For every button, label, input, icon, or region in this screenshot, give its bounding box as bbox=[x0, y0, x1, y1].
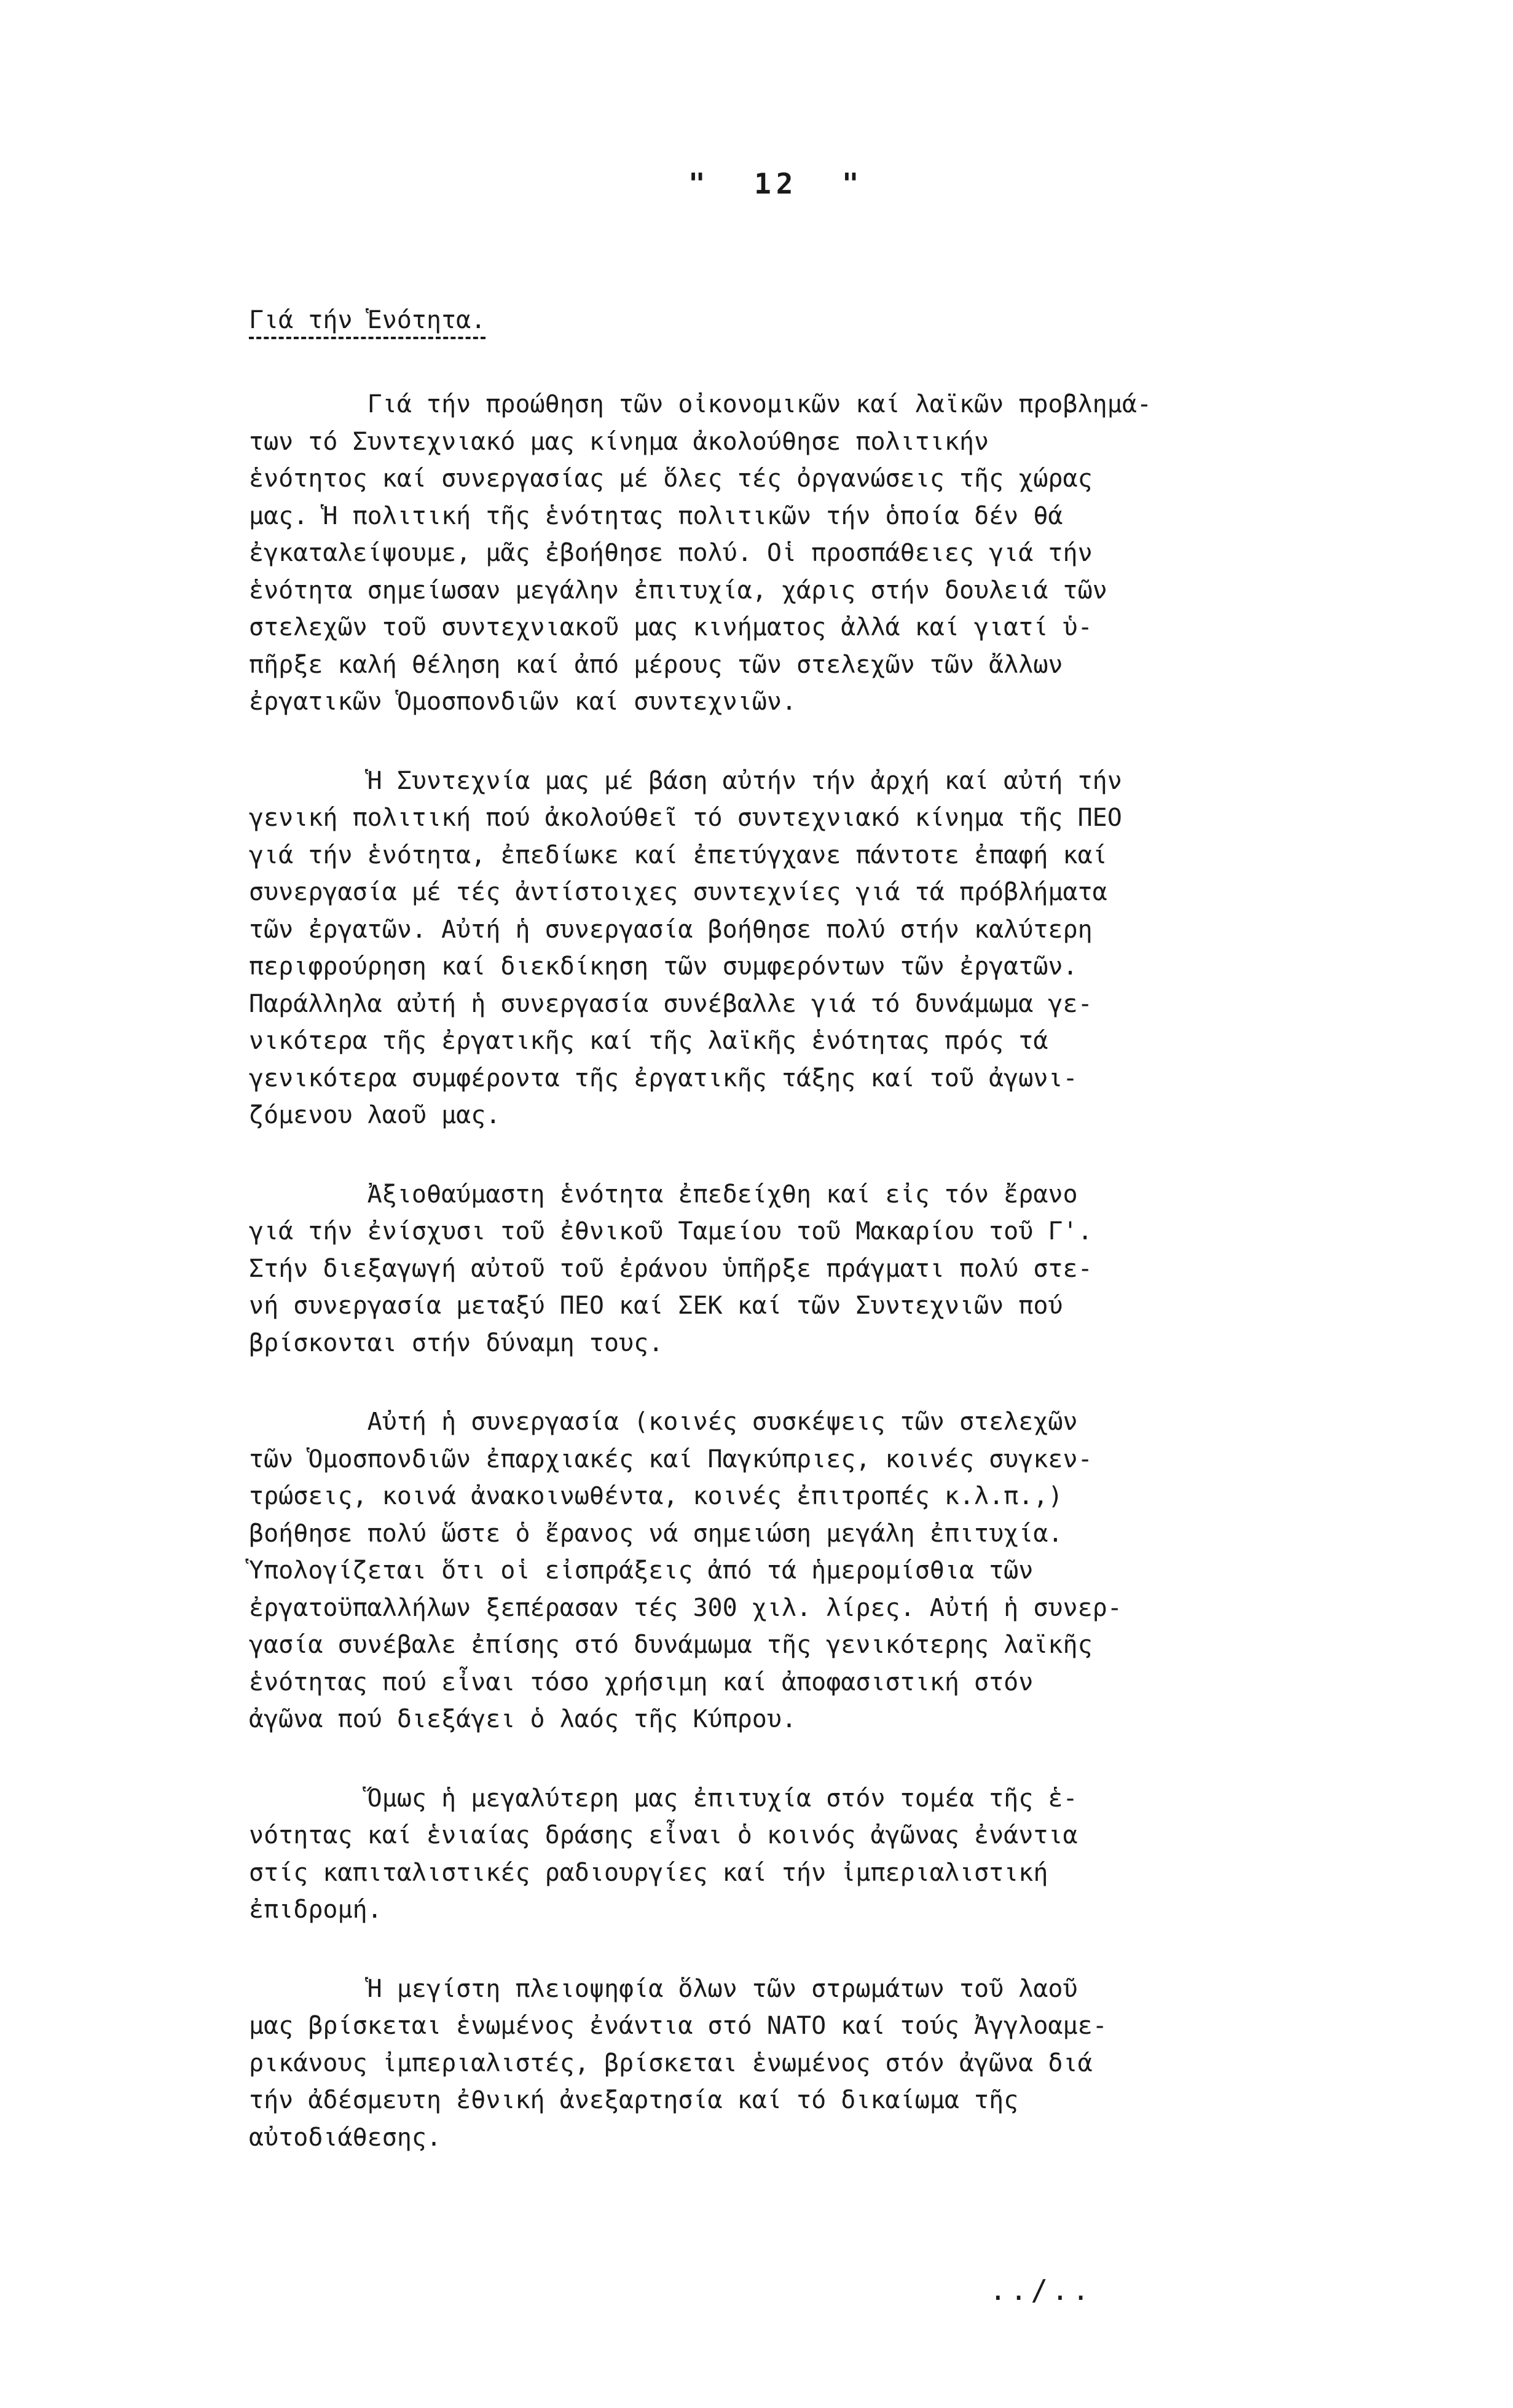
text-line: γιά τήν ἐνίσχυσι τοῦ ἐθνικοῦ Ταμείου τοῦ Μακαρίου τοῦ Γ'. bbox=[249, 1217, 1093, 1245]
section-heading: Γιά τήν Ἑνότητα. bbox=[249, 306, 486, 334]
text-line: Αὐτή ἡ συνεργασία (κοινές συσκέψεις τῶν στελεχῶν bbox=[249, 1408, 1078, 1436]
text-line: Ὑπολογίζεται ὅτι οἱ εἰσπράξεις ἀπό τά ἡμερομίσθια τῶν bbox=[249, 1556, 1034, 1585]
text-line: τῶν Ὁμοσπονδιῶν ἐπαρχιακές καί Παγκύπριες, κοινές συγκεν- bbox=[249, 1445, 1093, 1473]
paragraph-1 bbox=[249, 386, 1373, 721]
text-line: Στήν διεξαγωγή αὐτοῦ τοῦ ἐράνου ὑπῆρξε πράγματι πολύ στε- bbox=[249, 1254, 1093, 1283]
paragraph-4 bbox=[249, 1403, 1373, 1738]
text-line: των τό Συντεχνιακό μας κίνημα ἀκολούθησε πολιτικήν bbox=[249, 427, 989, 456]
text-line: τρώσεις, κοινά ἀνακοινωθέντα, κοινές ἐπιτροπές κ.λ.π.,) bbox=[249, 1482, 1063, 1510]
paragraph-2 bbox=[249, 763, 1373, 1134]
paragraph-6 bbox=[249, 1971, 1373, 2157]
text-line: Γιά τήν προώθηση τῶν οἰκονομικῶν καί λαϊκῶν προβλημά- bbox=[249, 390, 1152, 418]
text-line: βοήθησε πολύ ὥστε ὁ ἔρανος νά σημειώση μεγάλη ἐπιτυχία. bbox=[249, 1519, 1063, 1548]
text-line: ἐγκαταλείψουμε, μᾶς ἐβοήθησε πολύ. Οἱ προσπάθειες γιά τήν bbox=[249, 539, 1093, 567]
text-line: ἑνότητος καί συνεργασίας μέ ὅλες τές ὀργανώσεις τῆς χώρας bbox=[249, 465, 1093, 493]
text-line: νότητας καί ἑνιαίας δράσης εἶναι ὁ κοινός ἀγῶνας ἐνάντια bbox=[249, 1821, 1078, 1849]
text-line: στελεχῶν τοῦ συντεχνιακοῦ μας κινήματος ἀλλά καί γιατί ὑ- bbox=[249, 613, 1093, 641]
text-line: ἐργατικῶν Ὁμοσπονδιῶν καί συντεχνιῶν. bbox=[249, 688, 797, 716]
paragraph-5 bbox=[249, 1780, 1373, 1929]
text-line: Ἡ μεγίστη πλειοψηφία ὅλων τῶν στρωμάτων τοῦ λαοῦ bbox=[249, 1974, 1078, 2003]
text-line: βρίσκονται στήν δύναμη τους. bbox=[249, 1328, 664, 1357]
text-line: ἀγῶνα πού διεξάγει ὁ λαός τῆς Κύπρου. bbox=[249, 1705, 797, 1733]
text-line: γενικότερα συμφέροντα τῆς ἐργατικῆς τάξης καί τοῦ ἀγωνι- bbox=[249, 1064, 1078, 1092]
text-line: ἑνότητα σημείωσαν μεγάλην ἐπιτυχία, χάρις στήν δουλειά τῶν bbox=[249, 576, 1107, 605]
text-line: ἐπιδρομή. bbox=[249, 1896, 382, 1924]
text-line: Ἡ Συντεχνία μας μέ βάση αὐτήν τήν ἀρχή καί αὐτή τήν bbox=[249, 766, 1122, 795]
text-line: Ἀξιοθαύμαστη ἑνότητα ἐπεδείχθη καί εἰς τόν ἔρανο bbox=[249, 1180, 1078, 1209]
text-line: πῆρξε καλή θέληση καί ἀπό μέρους τῶν στελεχῶν τῶν ἄλλων bbox=[249, 650, 1063, 679]
text-line: νικότερα τῆς ἐργατικῆς καί τῆς λαϊκῆς ἑνότητας πρός τά bbox=[249, 1027, 1048, 1055]
text-line: μας βρίσκεται ἑνωμένος ἐνάντια στό ΝΑΤΟ καί τούς Ἀγγλοαμε- bbox=[249, 2012, 1107, 2040]
text-line: περιφρούρηση καί διεκδίκηση τῶν συμφερόντων τῶν ἐργατῶν. bbox=[249, 952, 1078, 981]
text-line: ἑνότητας πού εἶναι τόσο χρήσιμη καί ἀποφασιστική στόν bbox=[249, 1668, 1034, 1696]
text-line: στίς καπιταλιστικές ραδιουργίες καί τήν ἰμπεριαλιστική bbox=[249, 1858, 1048, 1887]
text-line: γενική πολιτική πού ἀκολούθεῖ τό συντεχνιακό κίνημα τῆς ΠΕΟ bbox=[249, 804, 1122, 832]
text-line: Παράλληλα αὐτή ἡ συνεργασία συνέβαλλε γιά τό δυνάμωμα γε- bbox=[249, 989, 1093, 1018]
text-line: ἐργατοϋπαλλήλων ξεπέρασαν τές 300 χιλ. λίρες. Αὐτή ἡ συνερ- bbox=[249, 1593, 1122, 1622]
text-line: συνεργασία μέ τές ἀντίστοιχες συντεχνίες γιά τά πρόβλήματα bbox=[249, 878, 1107, 906]
text-line: νή συνεργασία μεταξύ ΠΕΟ καί ΣΕΚ καί τῶν Συντεχνιῶν πού bbox=[249, 1292, 1063, 1320]
continuation-mark: ../.. bbox=[989, 2273, 1093, 2307]
text-line: μας. Ἡ πολιτική τῆς ἑνότητας πολιτικῶν τήν ὁποία δέν θά bbox=[249, 501, 1063, 530]
paragraph-3 bbox=[249, 1176, 1373, 1362]
text-line: ζόμενου λαοῦ μας. bbox=[249, 1101, 501, 1129]
text-line: τήν ἀδέσμευτη ἐθνική ἀνεξαρτησία καί τό δικαίωμα τῆς bbox=[249, 2086, 1019, 2114]
text-line: αὐτοδιάθεσης. bbox=[249, 2123, 442, 2152]
text-line: γασία συνέβαλε ἐπίσης στό δυνάμωμα τῆς γενικότερης λαϊκῆς bbox=[249, 1631, 1093, 1659]
text-line: Ὅμως ἡ μεγαλύτερη μας ἐπιτυχία στόν τομέα τῆς ἑ- bbox=[249, 1784, 1078, 1813]
text-line: γιά τήν ἑνότητα, ἐπεδίωκε καί ἐπετύγχανε πάντοτε ἐπαφή καί bbox=[249, 841, 1107, 869]
page-number: " 12 " bbox=[688, 167, 864, 200]
text-line: ρικάνους ἰμπεριαλιστές, βρίσκεται ἑνωμένος στόν ἀγῶνα διά bbox=[249, 2049, 1093, 2077]
body-text bbox=[249, 386, 1373, 2198]
text-line: τῶν ἐργατῶν. Αὐτή ἡ συνεργασία βοήθησε πολύ στήν καλύτερη bbox=[249, 915, 1093, 944]
